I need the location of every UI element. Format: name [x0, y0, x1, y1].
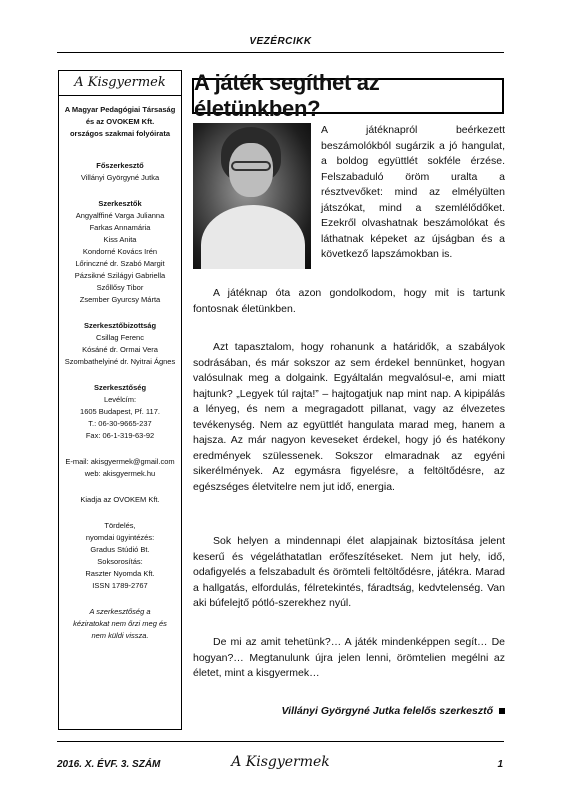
header-divider [57, 52, 504, 53]
editor-name: Kondorné Kovács Irén [82, 247, 158, 256]
editor-name: Kiss Anita [103, 235, 137, 244]
website: web: akisgyermek.hu [84, 469, 156, 478]
publisher-line: és az OVOKEM Kft. [85, 117, 155, 126]
postal-address: 1605 Budapest, Pf. 117. [80, 407, 160, 416]
page-number: 1 [497, 759, 503, 770]
issue-label: 2016. X. ÉVF. 3. SZÁM [57, 759, 161, 770]
article-paragraph: De mi az amit tehetünk?… A játék mindenképpen segít… De hogyan?… Megtanulunk újra jelen lenni, örömtelien megélni az életet, mint a kisgyermek… [193, 636, 505, 679]
fax-number: Fax: 06-1-319-63-92 [85, 431, 155, 440]
article-title-box [192, 70, 504, 121]
editor-name: Pázsikné Szilágyi Gabriella [74, 271, 166, 280]
author-photo [193, 123, 311, 269]
board-heading: Szerkesztőbizottság [83, 321, 157, 330]
editor-name: Angyalffiné Varga Julianna [75, 211, 165, 220]
editor-name: Lőrinczné dr. Szabó Margit [75, 259, 165, 268]
phone-number: T.: 06-30-9665-237 [88, 419, 152, 428]
editor-name: Zsember Gyurcsy Márta [79, 295, 161, 304]
editor-in-chief-heading: Főszerkesztő [96, 161, 144, 170]
issuer-line: Kiadja az OVOKEM Kft. [80, 495, 160, 504]
production-line: Raszter Nyomda Kft. [85, 569, 155, 578]
end-mark-icon [499, 708, 505, 714]
article-title: A játék segíthet az életünkben? [194, 70, 380, 121]
production-line: Tördelés, [104, 521, 136, 530]
editors-heading: Szerkesztők [98, 199, 142, 208]
office-line: Levélcím: [103, 395, 137, 404]
editor-name: Farkas Annamária [89, 223, 151, 232]
disclaimer-line: A szerkesztőség a [89, 607, 151, 616]
production-line: nyomdai ügyintézés: [85, 533, 155, 542]
production-line: Gradus Stúdió Bt. [90, 545, 150, 554]
board-member: Kósáné dr. Ormai Vera [82, 345, 158, 354]
editor-name: Szőllősy Tibor [96, 283, 144, 292]
signature-text: Villányi Györgyné Jutka felelős szerkesztő [281, 705, 493, 717]
office-heading: Szerkesztőség [93, 383, 147, 392]
publisher-line: országos szakmai folyóirata [69, 129, 171, 138]
article-paragraph: A játéknap óta azon gondolkodom, hogy mit is tartunk fontosnak életünkben. [193, 287, 505, 315]
article-signature [193, 705, 505, 717]
masthead-sidebar [58, 70, 182, 730]
masthead-title: A Kisgyermek [59, 71, 181, 96]
board-member: Szombathelyiné dr. Nyitrai Ágnes [64, 357, 176, 366]
magazine-name: A Kisgyermek [231, 754, 330, 770]
board-member: Csillag Ferenc [96, 333, 144, 342]
article-paragraph: Sok helyen a mindennapi élet alapjainak biztosítása jelent keserű és végeláthatatlan erőfeszítéseket. Nem jut hely, idő, odafigyelés a felszabadult és örömteli feltöltődésre, játékra. Marad a hallgatás, elfordulás, félretekintés, fáradtság, kedvtelenség. Van aki búfelejtő pótló-szerekhez nyúl. [193, 535, 505, 609]
issn: ISSN 1789-2767 [92, 581, 148, 590]
production-line: Soksorosítás: [97, 557, 143, 566]
article-intro: A játéknapról beérkezett beszámolókból sugárzik a jó hangulat, a boldog együttlét sokféle érzése. Felszabaduló öröm uralta a résztvevőket: mind az elmélyülten játszókat, mind a szemlélődőket. Ezekről olvashatnak beszámolókat és láthatnak képeket az újságban és a következő lapszámokban is. [321, 124, 505, 260]
editor-in-chief-name: Villányi Györgyné Jutka [80, 173, 160, 182]
publisher-line: A Magyar Pedagógiai Társaság [64, 105, 176, 114]
footer-divider [57, 741, 504, 742]
email-address: E-mail: akisgyermek@gmail.com [65, 457, 175, 466]
section-label: VEZÉRCIKK [249, 36, 312, 47]
article-paragraph: Azt tapasztalom, hogy rohanunk a határidők, a szabályok sodrásában, és már sokszor az sem érdekel bennünket, hogyan valósulnak meg a dolgaink. Egyáltalán megvalósul-e, ami miatt hajtunk? „Legyek túl rajta!” – hajtogatjuk nap mint nap. A kipipálás a lényeg, és nem a megragadott pillanat, vagy az élvezetes tevékenység. Nem az együttlét hangulata marad meg, hanem a hajsza. Az már nagyon keveseket érdekel, hogy jó és hatékony eredmények szülessenek. Sokszor elmaradnak az egyéni sikerélmények. Az egymásra figyelésre, a feltöltődésre, az egészséges életvitelre nem jut idő, energia. [193, 341, 505, 493]
disclaimer-line: nem küldi vissza. [91, 631, 149, 640]
disclaimer-line: kéziratokat nem őrzi meg és [73, 619, 167, 628]
